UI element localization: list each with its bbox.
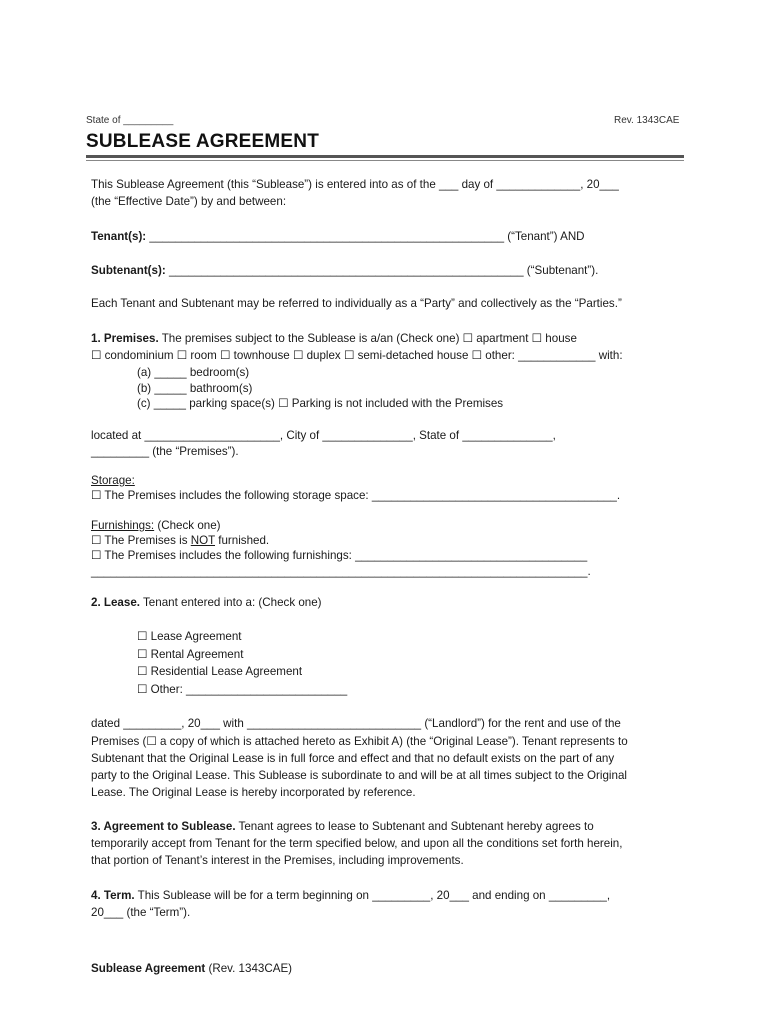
furnishings-includes-line: ☐ The Premises includes the following furnishings: ____________________________________: [91, 549, 588, 562]
subtenant-label: Subtenant(s):: [91, 264, 166, 277]
agreement-text: Tenant agrees to lease to Subtenant and Subtenant hereby agrees to: [235, 820, 594, 833]
term-line-1: [91, 887, 610, 904]
intro-line-2: (the “Effective Date”) by and between:: [91, 195, 287, 208]
lease-paragraph-line: Lease. The Original Lease is hereby incorporated by reference.: [91, 786, 416, 799]
lease-option: ☐ Residential Lease Agreement: [137, 665, 303, 678]
furnishings-not-word: NOT: [190, 534, 216, 547]
parties-text: Each Tenant and Subtenant may be referred to individually as a “Party” and collectively as the “Parties.”: [91, 297, 622, 310]
furnishings-not-suffix: furnished.: [215, 534, 270, 547]
premises-item-c: (c) _____ parking space(s) ☐ Parking is not included with the Premises: [137, 397, 504, 410]
premises-line-2: ☐ condominium ☐ room ☐ townhouse ☐ duplex ☐ semi-detached house ☐ other: ____________ with:: [91, 349, 623, 362]
lease-paragraph-line: Premises (☐ a copy of which is attached hereto as Exhibit A) (the “Original Lease”). Tenant represents to: [91, 735, 628, 748]
page-footer: [91, 962, 292, 975]
furnishings-not-prefix: ☐ The Premises is: [91, 534, 191, 547]
tenant-label: Tenant(s):: [91, 230, 147, 243]
footer-label: Sublease Agreement: [91, 962, 206, 975]
state-line: State of _________: [86, 115, 174, 126]
agreement-line-3: that portion of Tenant’s interest in the Premises, including improvements.: [91, 854, 464, 867]
furnishings-continuation: _____________________________________________________________________________.: [91, 565, 591, 578]
premises-line-1: [91, 330, 577, 347]
premises-location-2: _________ (the “Premises”).: [91, 445, 239, 458]
storage-line: ☐ The Premises includes the following storage space: ______________________________________.: [91, 489, 621, 502]
revision-label: Rev. 1343CAE: [614, 115, 680, 126]
agreement-line-1: [91, 818, 594, 835]
premises-item-b: (b) _____ bathroom(s): [137, 382, 253, 395]
premises-location-1: located at _____________________, City of ______________, State of ______________,: [91, 429, 556, 442]
premises-label: 1. Premises.: [91, 332, 159, 345]
lease-option: ☐ Rental Agreement: [137, 648, 244, 661]
term-label: 4. Term.: [91, 889, 135, 902]
premises-item-a: (a) _____ bedroom(s): [137, 366, 250, 379]
subtenant-line: [91, 262, 598, 279]
furnishings-heading: Furnishings:: [91, 519, 155, 532]
agreement-line-2: temporarily accept from Tenant for the term specified below, and upon all the conditions set forth herein,: [91, 837, 623, 850]
subtenant-text: _______________________________________________________ (“Subtenant”).: [165, 264, 599, 277]
lease-option: ☐ Lease Agreement: [137, 630, 242, 643]
lease-option: ☐ Other: _________________________: [137, 683, 348, 696]
tenant-line: [91, 228, 585, 245]
storage-heading: Storage:: [91, 474, 135, 487]
footer-rev: (Rev. 1343CAE): [205, 962, 293, 975]
furnishings-note: (Check one): [154, 519, 221, 532]
title-rule-thin: [86, 160, 684, 161]
document-title: SUBLEASE AGREEMENT: [86, 131, 320, 152]
term-text: This Sublease will be for a term beginning on _________, 20___ and ending on _________,: [134, 889, 611, 902]
lease-line: [91, 594, 322, 611]
agreement-label: 3. Agreement to Sublease.: [91, 820, 236, 833]
intro-line-1: This Sublease Agreement (this “Sublease”) is entered into as of the ___ day of _____________, 20___: [91, 178, 619, 191]
lease-paragraph-line: Subtenant that the Original Lease is in full force and effect and that no default exists on the part of any: [91, 752, 615, 765]
premises-text: The premises subject to the Sublease is a/an (Check one) ☐ apartment ☐ house: [158, 332, 577, 345]
lease-paragraph-line: dated _________, 20___ with ___________________________ (“Landlord”) for the rent and use of the: [91, 717, 621, 730]
title-rule-thick: [86, 155, 684, 158]
tenant-text: _______________________________________________________ (“Tenant”) AND: [146, 230, 585, 243]
term-line-2: 20___ (the “Term”).: [91, 906, 191, 919]
lease-text: Tenant entered into a: (Check one): [140, 596, 322, 609]
lease-label: 2. Lease.: [91, 596, 140, 609]
lease-paragraph-line: party to the Original Lease. This Sublease is subordinate to and will be at all times subject to the Original: [91, 769, 627, 782]
